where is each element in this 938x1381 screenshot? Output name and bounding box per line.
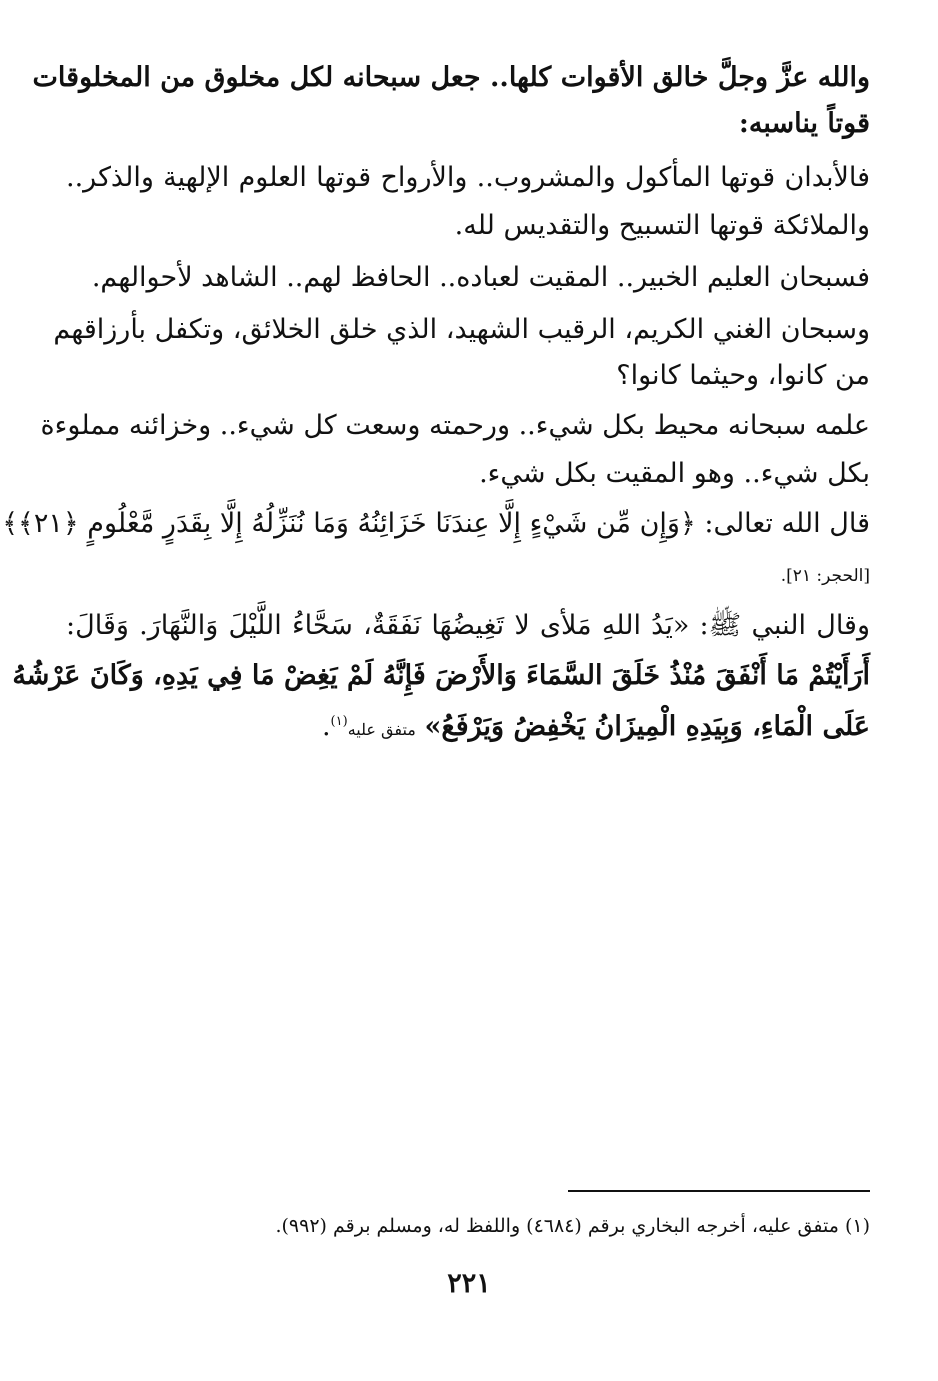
footnote-text: (١) متفق عليه، أخرجه البخاري برقم (٤٦٨٤) واللفظ له، ومسلم برقم (٩٩٢). <box>275 1215 870 1237</box>
paragraph-1-line-1: والله عزَّ وجلَّ خالق الأقوات كلها.. جعل سبحانه لكل مخلوق من المخلوقات <box>32 62 870 93</box>
hadith-line-1: وقال النبي ﷺ: «يَدُ اللهِ مَلأى لا تَغِيضُهَا نَفَقَةٌ، سَحَّاءُ اللَّيْلَ وَالنَّهَارَ. وَقَالَ: <box>66 610 870 641</box>
hadith-source: متفق عليه <box>347 720 416 739</box>
paragraph-2-line-2: والملائكة قوتها التسبيح والتقديس لله. <box>454 210 870 241</box>
paragraph-5-line-2: بكل شيء.. وهو المقيت بكل شيء. <box>479 458 870 489</box>
paragraph-1-line-2: قوتاً يناسبه: <box>738 108 870 139</box>
hadith-end-period: . <box>321 711 331 742</box>
paragraph-2-line-1: فالأبدان قوتها المأكول والمشروب.. والأرواح قوتها العلوم الإلهية والذكر.. <box>66 162 870 193</box>
paragraph-4-line-2: من كانوا، وحيثما كانوا؟ <box>616 360 870 391</box>
footnote-marker[interactable]: (١) <box>330 714 348 729</box>
quran-citation: [الحجر: ٢١]. <box>780 566 870 586</box>
hadith-line-3-text: عَلَى الْمَاءِ، وَبِيَدِهِ الْمِيزَانُ يَخْفِضُ وَيَرْفَعُ» <box>424 711 870 742</box>
hadith-line-2: أَرَأَيْتُمْ مَا أَنْفَقَ مُنْذُ خَلَقَ السَّمَاءَ وَالأَرْضَ فَإِنَّهُ لَمْ يَغِضْ مَا فِي يَدِهِ، وَكَانَ عَرْشُهُ <box>12 660 870 691</box>
page-number: ٢٢١ <box>447 1268 491 1299</box>
paragraph-5-line-1: علمه سبحانه محيط بكل شيء.. ورحمته وسعت كل شيء.. وخزائنه مملوءة <box>40 410 870 441</box>
hadith-line-3 <box>66 702 870 750</box>
paragraph-3-line-1: فسبحان العليم الخبير.. المقيت لعباده.. الحافظ لهم.. الشاهد لأحوالهم. <box>91 262 870 293</box>
footnote-divider <box>568 1190 870 1192</box>
quran-verse: قال الله تعالى: ﴿وَإِن مِّن شَيْءٍ إِلَّا عِندَنَا خَزَائِنُهُ وَمَا نُنَزِّلُهُ إِلَّا بِقَدَرٍ مَّعْلُومٍ ﴿٢١﴾﴾ <box>2 508 870 539</box>
paragraph-4-line-1: وسبحان الغني الكريم، الرقيب الشهيد، الذي خلق الخلائق، وتكفل بأرزاقهم <box>53 314 870 345</box>
